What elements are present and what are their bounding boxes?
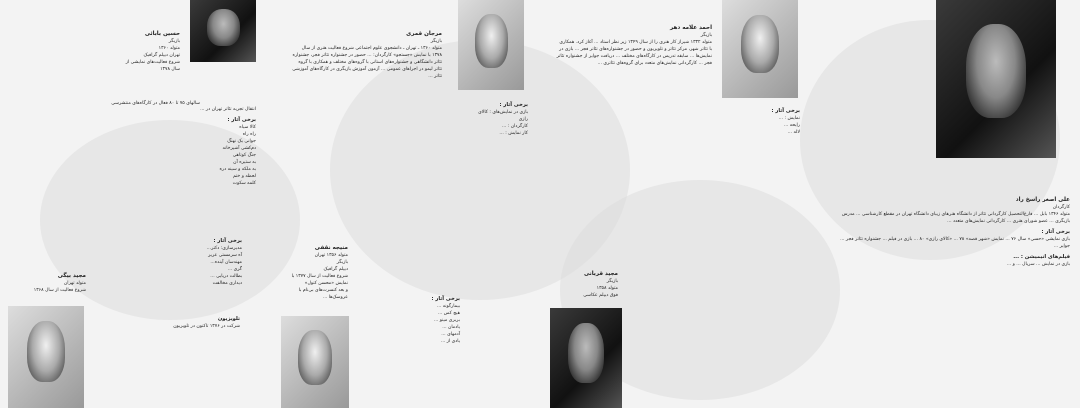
work-item: لاله ...	[787, 130, 800, 135]
person-bio: متولد ۱۳۳۲ شیراز کار هنری را از سال ۱۳۴۹ زیر نظر استاد ... آغاز کرد. همکاری با تئاتر شهر، مرکز تئاتر و تلویزیون و حضور در جشنواره‌های تئاتر فجر ... بازی در نمایش‌ها ... سابقه تدریس در کارگاه‌های مختلف ... دریافت جوایز از جشنواره تئاتر فجر ... کارگردانی نمایش‌های متعدد برای گروه‌های تئاتری ...	[556, 40, 712, 66]
tv-heading: تلویزیون	[217, 316, 240, 322]
info-line: شروع فعالیت از سال ۱۳۷۷ با	[291, 274, 348, 279]
work-item: جنگ کوتاهی	[232, 153, 256, 158]
work-item: کلمه سکوت	[232, 181, 256, 186]
work-item: بازی در نمایش‌های : کالای	[478, 110, 528, 115]
info-line: و بعد کنسرت‌های بی‌نام با	[298, 288, 348, 293]
career-caption	[100, 100, 200, 107]
person-role: بازیگر	[168, 39, 180, 44]
work-item: کارگردان : ...	[501, 124, 528, 129]
works-block-1	[196, 106, 256, 187]
works-heading: برخی آثار :	[1041, 229, 1070, 235]
info-line: متولد ۱۳۵۸	[596, 286, 618, 291]
work-item: دیداری مخالفت	[212, 281, 242, 286]
work-item: آه سرمستی عزیز	[208, 253, 242, 258]
bio-block-allameh	[556, 24, 712, 69]
person-bio: متولد ۱۳۶۰ ـ تهران ـ دانشجوی علوم اجتماعی شروع فعالیت هنری از سال ۱۳۷۸ با نمایش «جستجو» کارگردان: ... حضور در جشنواره تئاتر فجر، جشنواره تئاتر دانشگاهی و جشنواره‌های استانی با گروه‌های مختلف و همکاری با گروه تئاتر لیمو در اجراهای عمومی ... آزمون آموزش بازیگری در کارگاه‌های آموزشی تئاتر ...	[292, 46, 442, 79]
portrait-photo-beigi	[8, 306, 84, 408]
work-item: مهندسان آینده...	[210, 260, 242, 265]
portrait-photo-ghorbani	[550, 308, 622, 408]
work-item: بربری مینو ...	[433, 318, 460, 323]
works-block-3	[370, 292, 460, 345]
work-item: به ملکه و سینه دره	[219, 167, 256, 172]
portrait-photo-rasekh	[936, 0, 1056, 158]
portrait-photo-naghfi	[281, 316, 349, 408]
work-item: دم‌کشی آشپزخانه	[222, 146, 256, 151]
work-item: مدیرسازی: دکتر...	[206, 246, 242, 251]
bio-block-rasekh	[840, 196, 1070, 270]
portrait-photo-allameh	[722, 0, 798, 98]
work-item: رازی	[518, 117, 528, 122]
work-item: هیچ کس ...	[437, 311, 460, 316]
works-text: بازی نمایشی «حسی» سال ۷۶ ... نمایش «شهر قصه» ۷۸ ... «کالای رازی» ۸۰ ... بازی در فیلم ... جشنواره تئاتر فجر ... جوایز ...	[840, 237, 1070, 249]
info-line: تهران دیپلم گرافیک	[143, 53, 180, 58]
tv-text: شرکت در ۱۳۷۶ تا‌کنون در تلویزیون	[173, 324, 240, 329]
bio-block-ghamari	[292, 30, 442, 82]
person-role: بازیگر	[700, 33, 712, 38]
info-line: شروع فعالیت‌های نمایشی از	[125, 60, 180, 65]
works-heading: برخی آثار :	[499, 102, 528, 108]
works-heading: برخی آثار :	[213, 238, 242, 244]
work-item: جوانی یک نهنگ	[227, 139, 256, 144]
person-role: بازیگر	[606, 279, 618, 284]
work-item: کالا سیاه	[239, 125, 256, 130]
work-item: آدمهای ...	[441, 332, 460, 337]
info-line: سال ۱۳۷۸	[160, 67, 180, 72]
info-line: شروع فعالیت از سال ۱۳۶۸	[33, 288, 86, 293]
work-item: بیمارگونه ...	[436, 304, 460, 309]
person-name: مجید بیگی	[57, 273, 86, 279]
caption-text: انتقال تجربه تئاتر تهران در ...	[200, 107, 256, 112]
caption-text: سالهای ۷۵ تا ۸۰ فعال در کارگاه‌های منتشرسی	[111, 101, 200, 106]
work-item: لحظه و ختم	[232, 174, 256, 179]
person-name: مرجان قمری	[406, 31, 442, 37]
info-line: نمایش «محسن کنول»	[304, 281, 348, 286]
info-line: فوق دیپلم عکاسی	[583, 293, 618, 298]
person-name: مجید قربانی	[583, 271, 618, 277]
bio-block-beigi	[8, 272, 86, 294]
portrait-photo-babaei	[190, 0, 256, 62]
person-name: حسین بابائی	[144, 31, 180, 37]
works-heading: برخی آثار :	[771, 108, 800, 114]
works-block-ghamari	[456, 98, 528, 137]
info-line: عروسک‌ها ...	[322, 295, 348, 300]
person-role: بازیگر	[430, 39, 442, 44]
work-item: رایحه ...	[783, 123, 800, 128]
work-item: راه راه	[242, 132, 256, 137]
work-item: به ستیزه آن	[233, 160, 256, 165]
works-block-4	[720, 104, 800, 136]
info-line: دیپلم گرافیک	[323, 267, 348, 272]
person-name: منیجه نقفی	[314, 245, 348, 251]
bio-block-babaei	[96, 30, 180, 73]
works-block-2	[150, 234, 242, 287]
person-role: متولد ۱۳۵۶ تهران	[314, 253, 348, 258]
portrait-photo-ghamari	[458, 0, 524, 90]
work-item: نمایش : ...	[778, 116, 800, 121]
info-line: بازیگر	[336, 260, 348, 265]
bio-block-ghorbani	[538, 270, 618, 299]
info-line: متولد ۱۳۶۰	[158, 46, 180, 51]
work-item: بطالت دریایی ...	[210, 274, 242, 279]
work-item: یادمان ...	[442, 325, 460, 330]
person-name: علی اصغر راسخ راد	[1015, 197, 1070, 203]
person-role: متولد تهران	[63, 281, 86, 286]
tv-block	[120, 312, 240, 330]
person-name: احمد علامه دهر	[670, 25, 712, 31]
works-heading: برخی آثار :	[431, 296, 460, 302]
person-role: کارگردان	[1052, 205, 1070, 210]
work-item: کار نمایش : ...	[499, 131, 528, 136]
work-item: گری ...	[227, 267, 242, 272]
bio-block-naghfi	[268, 244, 348, 301]
work-item: یادی از ...	[440, 339, 460, 344]
person-bio: متولد ۱۳۴۶ بابل ... فارغ‌التحصیل کارگردانی تئاتر از دانشگاه هنرهای زیبای دانشگاه تهران در مقطع کارشناسی ... مدرس بازیگری ... عضو شورای هنری ... کارگردانی نمایش‌های متعدد ...	[841, 212, 1070, 224]
works-text: بازی در نمایش ... سریال ... و ...	[1006, 262, 1070, 267]
works-heading: فیلم‌های انیمیشن : ...	[1013, 254, 1070, 260]
works-heading: برخی آثار :	[227, 117, 256, 123]
